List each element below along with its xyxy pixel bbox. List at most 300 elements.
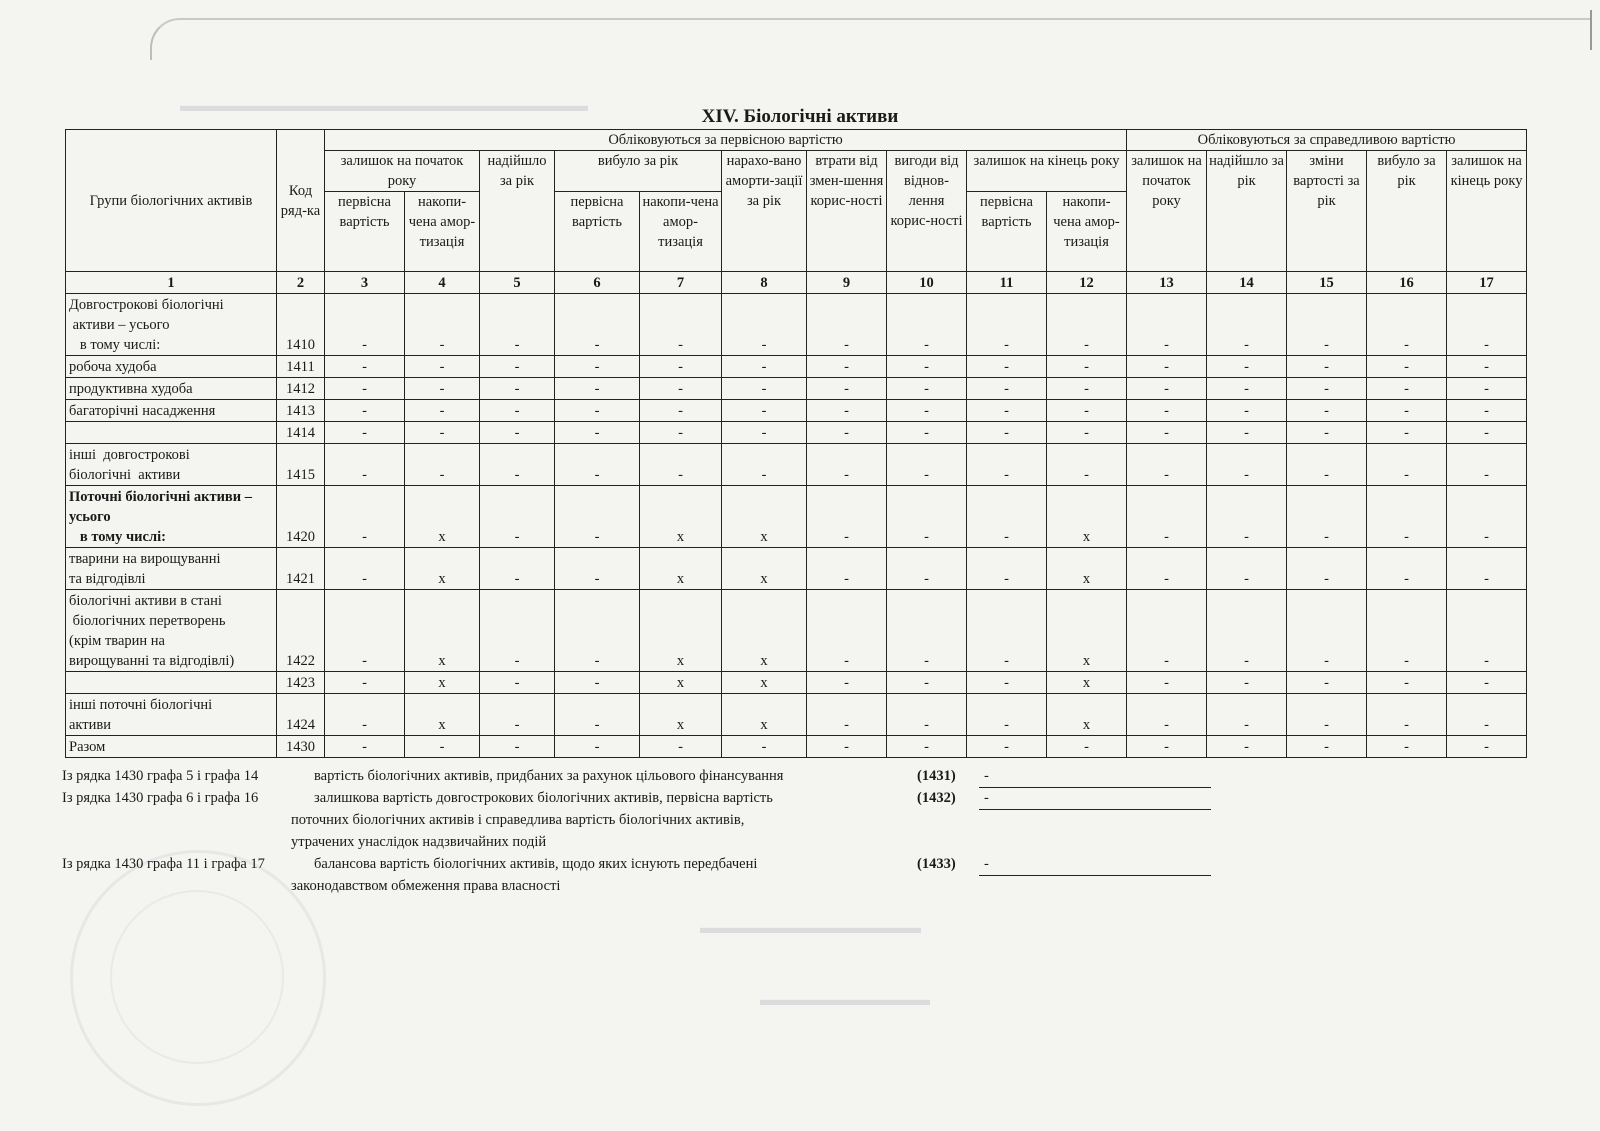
cell-value: - [1207, 672, 1287, 694]
note-value-line [979, 875, 1211, 876]
cell-value: - [640, 294, 722, 356]
note-label: Із рядка 1430 графа 11 і графа 17 [62, 856, 265, 872]
cell-value: - [887, 590, 967, 672]
row-name-line: Поточні біологічні активи – [69, 489, 252, 505]
row-code: 1411 [277, 356, 325, 378]
table-row [66, 400, 1527, 422]
cell-value: - [1047, 422, 1127, 444]
cell-value: - [555, 736, 640, 758]
row-name-line: (крім тварин на [69, 633, 165, 649]
row-name-line: біологічні активи в стані [69, 593, 222, 609]
cell-value: - [1047, 444, 1127, 486]
cell-value: х [640, 486, 722, 548]
row-name [66, 356, 277, 378]
note-label: Із рядка 1430 графа 5 і графа 14 [62, 768, 259, 784]
cell-value: - [480, 736, 555, 758]
row-name [66, 444, 277, 486]
cell-value: - [405, 444, 480, 486]
note-continuation: поточних біологічних активів і справедлива вартість біологічних активів, [291, 812, 745, 828]
cell-value: - [1127, 378, 1207, 400]
header-groups: Групи біологічних активів [66, 130, 277, 272]
cell-value: - [1367, 356, 1447, 378]
cell-value: - [1287, 356, 1367, 378]
cell-value: - [555, 294, 640, 356]
cell-value: - [887, 294, 967, 356]
row-code: 1410 [277, 294, 325, 356]
cell-value: - [1127, 444, 1207, 486]
cell-value: - [1447, 378, 1527, 400]
header-fv-disposed: вибуло за рік [1367, 151, 1447, 272]
row-name [66, 672, 277, 694]
note-code: (1432) [917, 790, 956, 806]
cell-value: - [887, 486, 967, 548]
row-name-line: в тому числі: [69, 529, 166, 545]
cell-value: - [325, 694, 405, 736]
row-name-line: біологічні активи [69, 467, 181, 483]
row-name-line: багаторічні насадження [69, 403, 216, 419]
header-fair-value: Обліковуються за справедливою вартістю [1127, 130, 1527, 151]
cell-value: - [1287, 444, 1367, 486]
column-number: 1 [66, 272, 277, 294]
cell-value: - [325, 736, 405, 758]
cell-value: - [887, 378, 967, 400]
row-name-line: вирощуванні та відгодівлі) [69, 653, 235, 669]
cell-value: - [967, 422, 1047, 444]
cell-value: х [722, 590, 807, 672]
header-fv-changes: зміни вартості за рік [1287, 151, 1367, 272]
header-disposed: вибуло за рік [555, 151, 722, 192]
cell-value: - [1127, 294, 1207, 356]
row-code: 1420 [277, 486, 325, 548]
cell-value: - [807, 356, 887, 378]
cell-value: - [405, 356, 480, 378]
row-name-line: та відгодівлі [69, 571, 146, 587]
table-row [66, 672, 1527, 694]
cell-value: - [480, 378, 555, 400]
cell-value: - [405, 400, 480, 422]
cell-value: - [1127, 400, 1207, 422]
cell-value: - [1287, 736, 1367, 758]
cell-value: х [405, 590, 480, 672]
cell-value: - [1287, 694, 1367, 736]
cell-value: - [807, 672, 887, 694]
header-balance-start: залишок на початок року [325, 151, 480, 192]
row-code: 1430 [277, 736, 325, 758]
cell-value: - [1207, 400, 1287, 422]
row-code: 1424 [277, 694, 325, 736]
note-continuation: утрачених унаслідок надзвичайних подій [291, 834, 547, 850]
cell-value: - [807, 400, 887, 422]
cell-value: - [887, 736, 967, 758]
cell-value: - [1287, 672, 1367, 694]
cell-value: - [1047, 378, 1127, 400]
column-number: 15 [1287, 272, 1367, 294]
row-name-line: активи [69, 717, 111, 733]
cell-value: - [405, 294, 480, 356]
cell-value: - [1447, 486, 1527, 548]
cell-value: - [887, 672, 967, 694]
cell-value: х [1047, 548, 1127, 590]
cell-value: х [1047, 590, 1127, 672]
cell-value: х [405, 548, 480, 590]
cell-value: - [1287, 400, 1367, 422]
header-original-cost: первісна вартість [555, 192, 640, 272]
header-received: надійшло за рік [480, 151, 555, 272]
cell-value: - [967, 672, 1047, 694]
header-fv-received: надійшло за рік [1207, 151, 1287, 272]
cell-value: х [722, 548, 807, 590]
cell-value: - [1127, 694, 1207, 736]
cell-value: - [1367, 548, 1447, 590]
cell-value: - [480, 672, 555, 694]
cell-value: - [807, 444, 887, 486]
cell-value: - [555, 590, 640, 672]
cell-value: х [1047, 672, 1127, 694]
row-code: 1413 [277, 400, 325, 422]
cell-value: х [722, 694, 807, 736]
cell-value: - [1127, 672, 1207, 694]
header-balance-end: залишок на кінець року [967, 151, 1127, 192]
cell-value: - [722, 422, 807, 444]
row-name [66, 400, 277, 422]
header-fv-end: залишок на кінець року [1447, 151, 1527, 272]
cell-value: - [640, 422, 722, 444]
cell-value: - [1207, 590, 1287, 672]
header-impairment-loss: втрати від змен-шення корис-ності [807, 151, 887, 272]
row-name [66, 548, 277, 590]
cell-value: - [325, 486, 405, 548]
row-name [66, 422, 277, 444]
table-row [66, 422, 1527, 444]
section-title: XIV. Біологічні активи [701, 106, 899, 127]
table-row [66, 444, 1527, 486]
row-code: 1412 [277, 378, 325, 400]
cell-value: - [480, 294, 555, 356]
cell-value: - [325, 590, 405, 672]
row-code: 1421 [277, 548, 325, 590]
column-number: 14 [1207, 272, 1287, 294]
biological-assets-table [65, 129, 1527, 758]
note-row [62, 856, 1242, 878]
header-original-cost: первісна вартість [967, 192, 1047, 272]
cell-value: - [887, 422, 967, 444]
table-row [66, 590, 1527, 672]
cell-value: - [1287, 378, 1367, 400]
cell-value: - [555, 672, 640, 694]
column-number: 16 [1367, 272, 1447, 294]
cell-value: - [967, 356, 1047, 378]
cell-value: х [640, 590, 722, 672]
header-original-cost: первісна вартість [325, 192, 405, 272]
cell-value: - [722, 444, 807, 486]
cell-value: - [722, 294, 807, 356]
cell-value: - [967, 590, 1047, 672]
cell-value: - [1447, 294, 1527, 356]
header-impairment-gain: вигоди від віднов-лення корис-ності [887, 151, 967, 272]
cell-value: - [1447, 672, 1527, 694]
cell-value: - [1127, 736, 1207, 758]
show-through-text: ▬▬▬▬▬▬▬▬▬▬▬▬▬ [700, 918, 921, 937]
cell-value: - [1367, 694, 1447, 736]
column-number: 4 [405, 272, 480, 294]
cell-value: - [1207, 486, 1287, 548]
show-through-text: ▬▬▬▬▬▬▬▬▬▬▬▬▬▬▬▬▬▬▬▬▬▬▬▬ [180, 96, 588, 115]
cell-value: - [480, 694, 555, 736]
header-accumulated: накопи-чена амор-тизація [1047, 192, 1127, 272]
cell-value: - [1367, 444, 1447, 486]
header-code: Код ряд-ка [277, 130, 325, 272]
note-continuation: законодавством обмеження права власності [291, 878, 561, 894]
cell-value: - [722, 378, 807, 400]
cell-value: - [1207, 444, 1287, 486]
cell-value: - [1207, 356, 1287, 378]
cell-value: - [1447, 548, 1527, 590]
cell-value: - [967, 400, 1047, 422]
cell-value: - [325, 400, 405, 422]
cell-value: - [807, 590, 887, 672]
header-accumulated: накопи-чена амор-тизація [405, 192, 480, 272]
cell-value: - [555, 548, 640, 590]
cell-value: - [967, 294, 1047, 356]
cell-value: - [967, 548, 1047, 590]
row-name [66, 736, 277, 758]
column-number: 13 [1127, 272, 1207, 294]
note-description: балансова вартість біологічних активів, щодо яких існують передбачені [314, 856, 758, 872]
cell-value: - [1127, 590, 1207, 672]
cell-value: - [1367, 400, 1447, 422]
row-name [66, 694, 277, 736]
cell-value: - [1447, 590, 1527, 672]
row-code: 1423 [277, 672, 325, 694]
cell-value: - [1447, 356, 1527, 378]
table-row [66, 294, 1527, 356]
cell-value: х [405, 672, 480, 694]
row-name-line: біологічних перетворень [69, 613, 226, 629]
cell-value: - [325, 356, 405, 378]
cell-value: - [1447, 694, 1527, 736]
cell-value: - [887, 444, 967, 486]
cell-value: - [1047, 356, 1127, 378]
row-name-line: активи – усього [69, 317, 170, 333]
table-row [66, 736, 1527, 758]
row-name-line: інші поточні біологічні [69, 697, 213, 713]
cell-value: - [967, 378, 1047, 400]
header-accumulated: накопи-чена амор-тизація [640, 192, 722, 272]
cell-value: - [480, 444, 555, 486]
note-row [62, 768, 1242, 790]
cell-value: - [887, 548, 967, 590]
cell-value: - [722, 356, 807, 378]
cell-value: - [640, 444, 722, 486]
header-fv-start: залишок на початок року [1127, 151, 1207, 272]
cell-value: - [480, 486, 555, 548]
cell-value: - [555, 422, 640, 444]
cell-value: - [555, 694, 640, 736]
cell-value: - [1367, 672, 1447, 694]
note-value: - [984, 768, 989, 784]
cell-value: - [967, 444, 1047, 486]
note-value: - [984, 790, 989, 806]
cell-value: - [555, 400, 640, 422]
cell-value: - [807, 548, 887, 590]
row-name-line: продуктивна худоба [69, 381, 193, 397]
column-number: 9 [807, 272, 887, 294]
column-number: 2 [277, 272, 325, 294]
row-name-line: тварини на вирощуванні [69, 551, 221, 567]
cell-value: - [640, 378, 722, 400]
cell-value: х [405, 486, 480, 548]
header-accrued: нарахо-вано аморти-зації за рік [722, 151, 807, 272]
cell-value: - [807, 486, 887, 548]
note-code: (1431) [917, 768, 956, 784]
cell-value: - [807, 378, 887, 400]
cell-value: - [325, 672, 405, 694]
row-name [66, 294, 277, 356]
cell-value: - [1207, 548, 1287, 590]
column-number: 7 [640, 272, 722, 294]
column-number: 11 [967, 272, 1047, 294]
table-row [66, 548, 1527, 590]
column-number: 8 [722, 272, 807, 294]
notes-section [62, 768, 1242, 900]
cell-value: - [807, 694, 887, 736]
table-row [66, 486, 1527, 548]
cell-value: - [1047, 294, 1127, 356]
cell-value: - [967, 486, 1047, 548]
cell-value: - [1447, 736, 1527, 758]
cell-value: - [1207, 694, 1287, 736]
cell-value: - [1447, 422, 1527, 444]
show-through-text: ▬▬▬▬▬▬▬▬▬▬ [760, 990, 930, 1009]
row-name-line: Довгострокові біологічні [69, 297, 224, 313]
row-code: 1415 [277, 444, 325, 486]
cell-value: - [1367, 422, 1447, 444]
cell-value: - [640, 736, 722, 758]
cell-value: - [1367, 486, 1447, 548]
cell-value: - [1047, 736, 1127, 758]
note-description: залишкова вартість довгострокових біологічних активів, первісна вартість [314, 790, 773, 806]
note-value-line [979, 809, 1211, 810]
note-value: - [984, 856, 989, 872]
cell-value: х [722, 672, 807, 694]
cell-value: - [325, 548, 405, 590]
cell-value: - [1287, 486, 1367, 548]
cell-value: - [640, 400, 722, 422]
cell-value: - [887, 694, 967, 736]
cell-value: - [1367, 378, 1447, 400]
note-row [62, 790, 1242, 812]
column-number: 5 [480, 272, 555, 294]
cell-value: х [405, 694, 480, 736]
cell-value: - [1207, 422, 1287, 444]
column-number: 10 [887, 272, 967, 294]
column-number: 17 [1447, 272, 1527, 294]
cell-value: - [887, 356, 967, 378]
cell-value: - [1287, 422, 1367, 444]
cell-value: - [325, 444, 405, 486]
cell-value: - [967, 736, 1047, 758]
cell-value: - [405, 422, 480, 444]
table-row [66, 694, 1527, 736]
cell-value: - [1367, 736, 1447, 758]
cell-value: - [405, 378, 480, 400]
cell-value: - [1127, 548, 1207, 590]
row-name-line: усього [69, 509, 111, 525]
cell-value: - [1287, 590, 1367, 672]
cell-value: - [722, 736, 807, 758]
cell-value: х [640, 548, 722, 590]
cell-value: - [1047, 400, 1127, 422]
cell-value: - [1127, 356, 1207, 378]
column-number: 12 [1047, 272, 1127, 294]
cell-value: х [1047, 486, 1127, 548]
stamp-inner-outline [110, 890, 284, 1064]
row-name-line: робоча худоба [69, 359, 157, 375]
note-description: вартість біологічних активів, придбаних за рахунок цільового фінансування [314, 768, 784, 784]
cell-value: - [1287, 548, 1367, 590]
cell-value: - [807, 736, 887, 758]
row-name [66, 590, 277, 672]
cell-value: - [480, 356, 555, 378]
table-row [66, 356, 1527, 378]
row-name [66, 378, 277, 400]
cell-value: х [1047, 694, 1127, 736]
cell-value: - [1367, 294, 1447, 356]
header-initial-cost: Обліковуються за первісною вартістю [325, 130, 1127, 151]
cell-value: - [1127, 486, 1207, 548]
cell-value: - [1367, 590, 1447, 672]
row-name-line: Разом [69, 739, 106, 755]
cell-value: х [640, 672, 722, 694]
note-code: (1433) [917, 856, 956, 872]
cell-value: - [325, 294, 405, 356]
column-number: 6 [555, 272, 640, 294]
note-value-line [979, 787, 1211, 788]
cell-value: - [640, 356, 722, 378]
cell-value: - [480, 422, 555, 444]
table-row [66, 378, 1527, 400]
cell-value: - [555, 378, 640, 400]
paper-edge-right [1590, 10, 1592, 50]
cell-value: - [555, 486, 640, 548]
cell-value: - [325, 422, 405, 444]
cell-value: - [1127, 422, 1207, 444]
cell-value: - [807, 294, 887, 356]
cell-value: х [640, 694, 722, 736]
cell-value: х [722, 486, 807, 548]
cell-value: - [1207, 378, 1287, 400]
row-code: 1422 [277, 590, 325, 672]
row-code: 1414 [277, 422, 325, 444]
cell-value: - [325, 378, 405, 400]
cell-value: - [480, 548, 555, 590]
cell-value: - [480, 590, 555, 672]
column-number: 3 [325, 272, 405, 294]
cell-value: - [480, 400, 555, 422]
paper-edge [150, 18, 1592, 60]
row-name-line: в тому числі: [69, 337, 161, 353]
cell-value: - [887, 400, 967, 422]
cell-value: - [967, 694, 1047, 736]
cell-value: - [1447, 400, 1527, 422]
cell-value: - [1207, 294, 1287, 356]
row-name [66, 486, 277, 548]
cell-value: - [722, 400, 807, 422]
cell-value: - [807, 422, 887, 444]
cell-value: - [1287, 294, 1367, 356]
cell-value: - [555, 444, 640, 486]
note-label: Із рядка 1430 графа 6 і графа 16 [62, 790, 259, 806]
